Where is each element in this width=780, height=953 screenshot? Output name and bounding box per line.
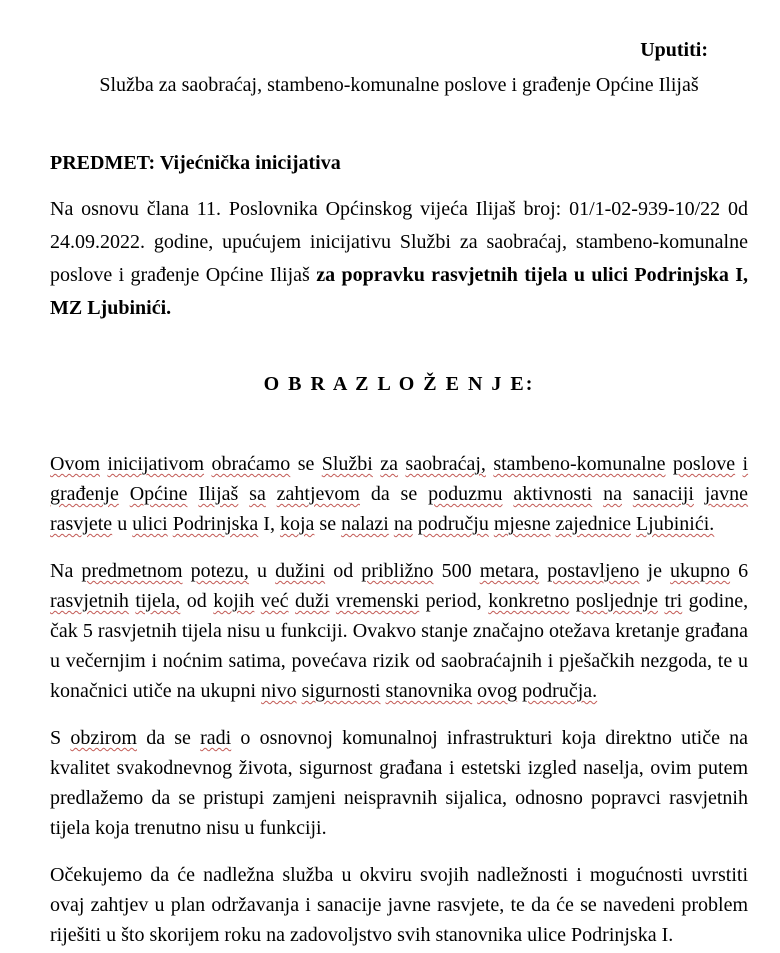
misspelled-word: približno: [361, 560, 434, 582]
text-segment: o osnovnoj komunalnoj infrastrukturi koja direktno utiče na kvalitet svakodnevnog života, sigurnost građana i estetski izgled naselja, ovim putem predlažemo da se pristupi zamjeni neispravnih sijalica, odnosno popravci rasvjetnih tijela koja trenutno nisu u funkciji.: [50, 727, 749, 839]
misspelled-word: sanaciji: [632, 483, 694, 505]
misspelled-word: metara,: [479, 560, 540, 582]
intro-paragraph: [50, 193, 748, 325]
text-segment: da se: [146, 727, 191, 749]
misspelled-word: na: [603, 483, 622, 505]
misspelled-word: području: [417, 513, 489, 535]
misspelled-word: Podrinjska: [172, 513, 259, 535]
misspelled-word: Ljubinići.: [635, 513, 715, 535]
text-segment: da se: [370, 483, 418, 505]
text-segment: Očekujemo da će nadležna služba u okviru svojih nadležnosti i mogućnosti uvrstiti ovaj zahtjev u plan održavanja i sanacije javne rasvjete, te da će se navedeni problem riješiti u što skorijem roku na zadovoljstvo svih stanovnika ulice Podrinjska I.: [50, 864, 748, 946]
misspelled-word: predmetnom: [81, 560, 183, 582]
misspelled-word: i: [742, 453, 749, 475]
misspelled-word: zajednice: [555, 513, 631, 535]
text-segment: u: [257, 560, 268, 582]
misspelled-word: poslove: [672, 453, 736, 475]
body-paragraph-3: [50, 723, 748, 843]
misspelled-word: vremenski: [335, 590, 420, 612]
misspelled-word: Ovom: [50, 453, 100, 475]
text-segment: I,: [263, 513, 275, 535]
directive-line: Uputiti:: [640, 39, 708, 61]
misspelled-word: tri: [664, 590, 683, 612]
text-segment: period,: [425, 590, 482, 612]
section-heading: O B R A Z L O Ž E N J E:: [263, 373, 535, 395]
misspelled-word: ovog: [477, 680, 518, 702]
misspelled-word: tijela,: [135, 590, 181, 612]
misspelled-word: stambeno-komunalne: [493, 453, 666, 475]
misspelled-word: koja: [279, 513, 315, 535]
misspelled-word: obraćamo: [211, 453, 291, 475]
text-segment: za popravku rasvjetnih tijela u ulici Podrinjska I, MZ Ljubinići.: [50, 264, 749, 319]
text-segment: od: [186, 590, 207, 612]
text-segment: S: [50, 727, 62, 749]
text-segment: Na osnovu člana 11. Poslovnika Općinskog vijeća Ilijaš broj: 01/1-02-939-10/22 0d 24.09.2022. godine, upućujem inicijativu Službi za saobraćaj, stambeno-komunalne poslove i građenje Općine Ilijaš: [50, 198, 748, 286]
recipient-line: Služba za saobraćaj, stambeno-komunalne poslove i građenje Općine Ilijaš: [99, 74, 699, 96]
misspelled-word: Ilijaš: [198, 483, 239, 505]
misspelled-word: ukupno: [670, 560, 731, 582]
misspelled-word: javne: [704, 483, 749, 505]
misspelled-word: potezu,: [190, 560, 249, 582]
misspelled-word: obzirom: [70, 727, 137, 749]
misspelled-word: sigurnosti: [301, 680, 381, 702]
body-paragraph-1: [50, 449, 748, 539]
misspelled-word: područja.: [522, 680, 598, 702]
misspelled-word: stanovnika: [385, 680, 473, 702]
misspelled-word: posljednje: [575, 590, 658, 612]
misspelled-word: Službi: [321, 453, 373, 475]
misspelled-word: nivo: [261, 680, 297, 702]
misspelled-word: rasvjetnih: [50, 590, 129, 612]
text-segment: godine, čak 5 rasvjetnih tijela nisu u funkciji. Ovakvo stanje značajno otežava kretanje građana u večernjim i noćnim satima, povećava rizik od saobraćajnih i pješačkih nezgoda, te u konačnici utiče na ukupni: [50, 590, 749, 702]
misspelled-word: postavljeno: [547, 560, 640, 582]
misspelled-word: konkretno: [488, 590, 570, 612]
misspelled-word: nalazi: [341, 513, 389, 535]
misspelled-word: dužini: [275, 560, 326, 582]
misspelled-word: inicijativom: [107, 453, 205, 475]
misspelled-word: kojih: [213, 590, 255, 612]
misspelled-word: sa: [249, 483, 266, 505]
misspelled-word: mjesne: [493, 513, 551, 535]
text-segment: se: [319, 513, 337, 535]
misspelled-word: na: [393, 513, 413, 535]
misspelled-word: radi: [200, 727, 232, 749]
text-segment: od: [333, 560, 354, 582]
misspelled-word: Općine: [129, 483, 188, 505]
text-segment: u: [117, 513, 128, 535]
misspelled-word: za: [380, 453, 399, 475]
misspelled-word: aktivnosti: [513, 483, 593, 505]
misspelled-word: zahtjevom: [276, 483, 360, 505]
misspelled-word: saobraćaj,: [405, 453, 486, 475]
text-segment: je: [647, 560, 662, 582]
text-segment: 500: [441, 560, 472, 582]
misspelled-word: već: [260, 590, 289, 612]
misspelled-word: duži: [295, 590, 330, 612]
text-segment: Na: [50, 560, 74, 582]
misspelled-word: rasvjete: [50, 513, 113, 535]
body-paragraph-4: [50, 860, 748, 950]
body-paragraph-2: [50, 556, 748, 706]
misspelled-word: ulici: [132, 513, 168, 535]
misspelled-word: poduzmu: [428, 483, 503, 505]
misspelled-word: građenje: [50, 483, 119, 505]
subject-line: PREDMET: Vijećnička inicijativa: [50, 152, 341, 174]
text-segment: se: [297, 453, 315, 475]
text-segment: 6: [738, 560, 749, 582]
